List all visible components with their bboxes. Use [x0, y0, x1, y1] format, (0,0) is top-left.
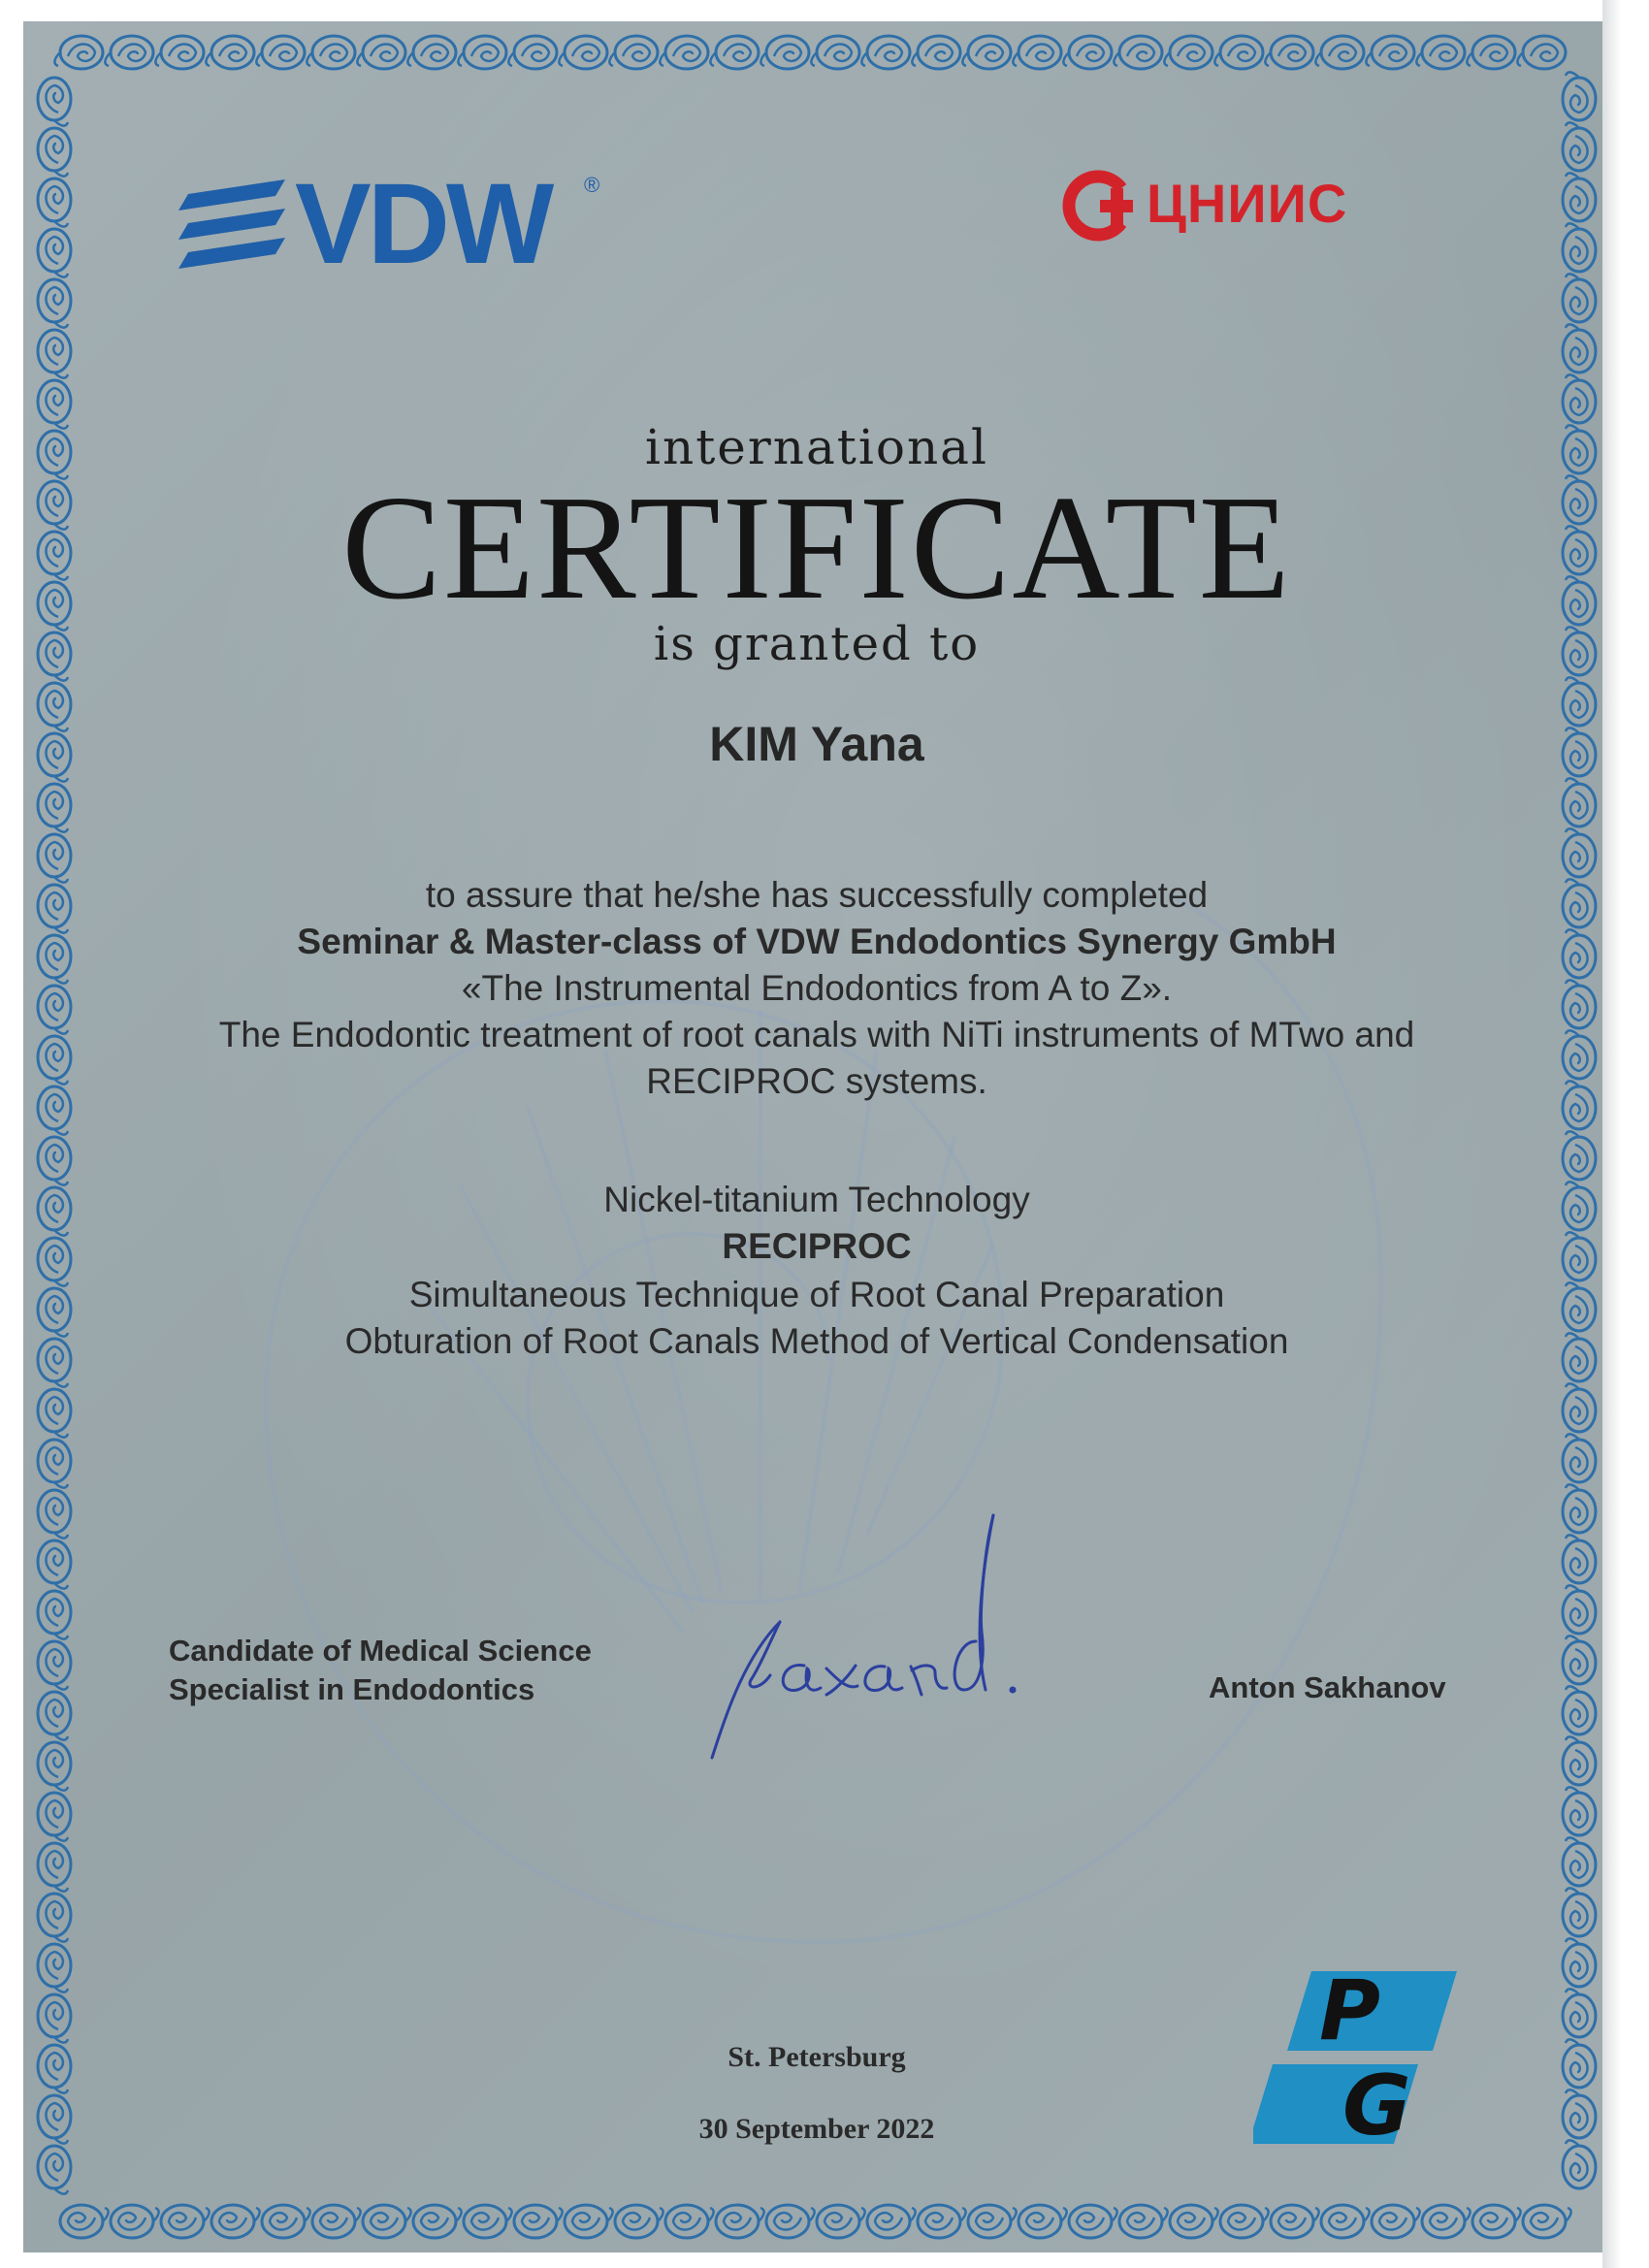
border-shell-icon	[38, 128, 71, 177]
border-shell-icon	[1563, 1636, 1596, 1684]
border-shell-icon	[1214, 36, 1263, 69]
border-shell-icon	[1013, 36, 1061, 69]
border-shell-icon	[1372, 2205, 1420, 2238]
recipient-name: KIM Yana	[709, 717, 924, 771]
border-shell-icon	[1170, 2205, 1218, 2238]
border-shell-icon	[665, 2205, 714, 2238]
border-shell-icon	[1563, 274, 1596, 322]
border-shell-icon	[1523, 2205, 1571, 2238]
border-shell-icon	[1164, 36, 1212, 69]
body-line-4: The Endodontic treatment of root canals with NiTi instruments of MTwo and	[218, 1015, 1415, 1054]
border-shell-icon	[766, 2205, 815, 2238]
border-shell-icon	[312, 2205, 361, 2238]
border-shell-icon	[458, 36, 506, 69]
border-shell-icon	[407, 36, 456, 69]
border-shell-icon	[609, 36, 658, 69]
border-shell-icon	[206, 36, 254, 69]
heading-granted: is granted to	[653, 617, 981, 671]
border-shell-icon	[464, 2205, 512, 2238]
technology-line-3: Simultaneous Technique of Root Canal Preparation	[408, 1275, 1225, 1314]
border-shell-icon	[710, 36, 759, 69]
border-shell-icon	[760, 36, 809, 69]
border-shell-icon	[861, 36, 910, 69]
border-shell-icon	[1563, 1585, 1596, 1634]
border-shell-icon	[38, 1692, 71, 1740]
border-shell-icon	[363, 2205, 411, 2238]
shell-border	[23, 21, 1610, 2252]
body-line-1: to assure that he/she has successfully completed	[425, 875, 1209, 915]
border-shell-icon	[1472, 2205, 1521, 2238]
border-shell-icon	[1563, 828, 1596, 877]
pg-letter-p: P	[1319, 1962, 1381, 2059]
border-shell-icon	[559, 36, 607, 69]
city: St. Petersburg	[728, 2041, 906, 2073]
border-shell-icon	[1563, 1383, 1596, 1432]
border-shell-icon	[38, 784, 71, 832]
border-shell-icon	[1563, 1989, 1596, 2037]
border-shell-icon	[38, 1641, 71, 1690]
border-shell-icon	[38, 1540, 71, 1589]
border-shell-icon	[105, 36, 153, 69]
signatory-title-line-1: Candidate of Medical Science	[169, 1634, 592, 1668]
border-shell-icon	[1517, 36, 1566, 69]
border-shell-icon	[811, 36, 859, 69]
border-shell-icon	[38, 834, 71, 883]
border-shell-icon	[1563, 122, 1596, 171]
border-shell-icon	[1563, 2140, 1596, 2188]
border-shell-icon	[514, 2205, 563, 2238]
border-shell-icon	[508, 36, 557, 69]
technology-line-2: RECIPROC	[722, 1226, 912, 1266]
border-shell-icon	[38, 1389, 71, 1438]
border-shell-icon	[38, 78, 71, 126]
border-shell-icon	[1563, 72, 1596, 120]
border-shell-icon	[38, 1793, 71, 1841]
border-shell-icon	[1114, 36, 1162, 69]
border-shell-icon	[38, 330, 71, 378]
signatory-name: Anton Sakhanov	[1209, 1670, 1446, 1704]
border-shell-icon	[161, 2205, 210, 2238]
border-shell-icon	[1265, 36, 1313, 69]
border-shell-icon	[1315, 36, 1364, 69]
border-shell-icon	[1563, 1736, 1596, 1785]
border-shell-icon	[38, 1591, 71, 1639]
border-shell-icon	[1563, 1787, 1596, 1835]
heading-certificate: CERTIFICATE	[341, 466, 1292, 631]
border-shell-icon	[1563, 223, 1596, 272]
border-shell-icon	[60, 2205, 109, 2238]
border-shell-icon	[111, 2205, 159, 2238]
border-shell-icon	[918, 2205, 966, 2238]
body-line-2: Seminar & Master-class of VDW Endodontics Synergy GmbH	[297, 922, 1337, 961]
border-shell-icon	[38, 1440, 71, 1488]
border-shell-icon	[38, 2146, 71, 2194]
border-shell-icon	[1563, 1686, 1596, 1734]
border-shell-icon	[1563, 1434, 1596, 1482]
border-shell-icon	[1563, 778, 1596, 826]
signatory-title-line-2: Specialist in Endodontics	[169, 1672, 535, 1707]
border-shell-icon	[38, 279, 71, 328]
issue-date: 30 September 2022	[698, 2113, 935, 2145]
border-shell-icon	[660, 36, 708, 69]
border-shell-icon	[968, 2205, 1017, 2238]
border-shell-icon	[1563, 324, 1596, 373]
body-line-3: «The Instrumental Endodontics from A to Z».	[461, 968, 1173, 1008]
border-shell-icon	[38, 229, 71, 277]
border-shell-icon	[155, 36, 204, 69]
body-line-5: RECIPROC systems.	[646, 1061, 987, 1101]
border-shell-icon	[1366, 36, 1414, 69]
border-shell-icon	[1018, 2205, 1067, 2238]
border-shell-icon	[1119, 2205, 1168, 2238]
border-shell-icon	[262, 2205, 310, 2238]
border-shell-icon	[962, 36, 1011, 69]
border-shell-icon	[38, 1944, 71, 1993]
border-shell-icon	[1416, 36, 1465, 69]
border-shell-icon	[912, 36, 960, 69]
border-shell-icon	[1220, 2205, 1269, 2238]
border-shell-icon	[1563, 1888, 1596, 1936]
border-shell-icon	[1563, 1837, 1596, 1886]
vdw-mark-icon	[178, 175, 295, 272]
border-shell-icon	[1271, 2205, 1319, 2238]
border-shell-icon	[256, 36, 305, 69]
border-shell-icon	[211, 2205, 260, 2238]
border-shell-icon	[1563, 1938, 1596, 1987]
border-shell-icon	[1467, 36, 1515, 69]
border-shell-icon	[1563, 1535, 1596, 1583]
technology-line-4: Obturation of Root Canals Method of Vertical Condensation	[344, 1321, 1289, 1361]
border-shell-icon	[716, 2205, 764, 2238]
border-shell-icon	[1563, 1131, 1596, 1180]
registered-mark: ®	[584, 173, 600, 197]
border-shell-icon	[817, 2205, 865, 2238]
vdw-logo-text: VDW	[295, 160, 551, 288]
border-shell-icon	[38, 1742, 71, 1791]
pg-letter-g: G	[1342, 2057, 1411, 2155]
border-shell-icon	[38, 1137, 71, 1185]
border-shell-icon	[1321, 2205, 1370, 2238]
border-shell-icon	[565, 2205, 613, 2238]
border-shell-icon	[38, 1894, 71, 1942]
border-shell-icon	[1063, 36, 1112, 69]
border-shell-icon	[38, 1843, 71, 1892]
border-shell-icon	[1563, 374, 1596, 423]
cniis-logo-text: ЦНИИС	[1147, 173, 1348, 234]
border-shell-icon	[615, 2205, 663, 2238]
border-shell-icon	[867, 2205, 916, 2238]
handwritten-signature	[702, 1496, 1168, 1787]
border-shell-icon	[307, 36, 355, 69]
border-shell-icon	[1422, 2205, 1471, 2238]
heading-international: international	[645, 419, 988, 475]
border-shell-icon	[38, 1490, 71, 1539]
technology-line-1: Nickel-titanium Technology	[603, 1180, 1030, 1219]
certificate-sheet	[23, 21, 1610, 2252]
border-shell-icon	[38, 1994, 71, 2043]
border-shell-icon	[38, 178, 71, 227]
scan-edge	[1602, 0, 1649, 2268]
border-shell-icon	[357, 36, 405, 69]
border-shell-icon	[1563, 1484, 1596, 1533]
cniis-mark-icon	[1061, 167, 1148, 244]
border-shell-icon	[1069, 2205, 1117, 2238]
signatory-title	[169, 1632, 592, 1710]
border-shell-icon	[54, 36, 103, 69]
border-shell-icon	[1563, 173, 1596, 221]
border-shell-icon	[413, 2205, 462, 2238]
